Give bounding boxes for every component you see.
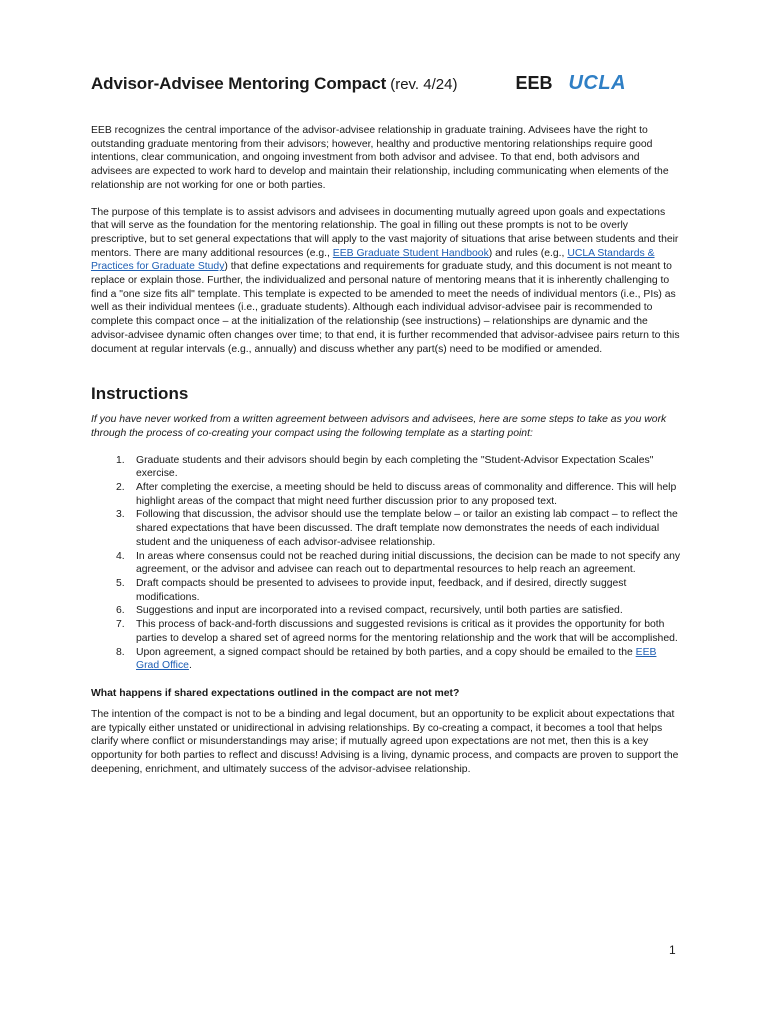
page-content — [91, 72, 681, 776]
page-number: 1 — [669, 943, 676, 957]
instructions-steps-list — [91, 454, 681, 673]
ucla-standards-link[interactable]: UCLA Standards & Practices for Graduate Study — [91, 247, 655, 273]
step-text: Draft compacts should be presented to advisees to provide input, feedback, and if desired, directly suggest modifications. — [136, 577, 627, 603]
title-row — [91, 72, 681, 102]
intro-p2-text-3: ) that define expectations and requirements for graduate study, and this document is not meant to replace or explain those. Further, the individualized and personal nature of mentoring means that it is inherently challenging to find a "one size fits all" template. This template is expected to be amended to meet the needs of individual mentors (i.e., PIs) as well as their individual mentees (i.e., graduate students). Although each individual advisor-advisee pair is recommended to complete this compact once – at the initialization of the relationship (see instructions) – relationships are dynamic and the advisor-advisee dynamic often changes over time; to that end, it is further recommended that advisor-advisee pairs return to this document at regular intervals (e.g., annually) and discuss whether any part(s) need to be modified or amended. — [91, 261, 680, 355]
step-text: This process of back-and-forth discussions and suggested revisions is critical as it provides the opportunity for both parties to develop a shared set of agreed norms for the mentoring relationship and the work that will be accomplished. — [136, 619, 678, 644]
step-text: Following that discussion, the advisor should use the template below – or tailor an existing lab compact – to reflect the shared expectations that have been discussed. The draft template now demonstrates the needs of each individual student and the uniqueness of each advisor-advisee relationship. — [136, 509, 678, 548]
step-number: 6. — [116, 605, 125, 617]
step-text-end: . — [188, 660, 192, 672]
step-text: Graduate students and their advisors should begin by each completing the "Student-Advisor Expectation Scales" exercise. — [136, 454, 654, 480]
step-number: 5. — [116, 577, 125, 589]
list-item — [91, 508, 681, 549]
eeb-grad-office-link[interactable]: EEB Grad Office — [136, 646, 657, 672]
document-title: Advisor-Advisee Mentoring Compact — [91, 74, 387, 93]
intro-p2-text-1: The purpose of this template is to assist advisors and advisees in documenting mutually agreed upon goals and expectations that will serve as the foundation for the mentoring relationship. The goal in filling out these prompts is not to be overly prescriptive, but to set general expectations that will apply to the vast majority of situations that arise between students and their mentors. There are many additional resources (e.g., — [91, 206, 679, 259]
intro-p2-text-2: ) and rules (e.g., — [488, 247, 568, 259]
list-item — [91, 646, 681, 673]
intro-paragraph-2 — [91, 206, 681, 357]
instructions-heading: Instructions — [91, 384, 189, 404]
step-number: 3. — [116, 509, 125, 521]
step-number: 8. — [116, 646, 125, 658]
step-number: 2. — [116, 482, 125, 494]
step-number: 1. — [116, 454, 125, 466]
instructions-lead: If you have never worked from a written agreement between advisors and advisees, here are some steps to take as you work through the process of co-creating your compact using the following template as a starting point: — [91, 414, 667, 439]
list-item — [91, 550, 681, 577]
unmet-expectations-heading: What happens if shared expectations outlined in the compact are not met? — [91, 687, 460, 699]
step-number: 7. — [116, 619, 125, 631]
step-text: Suggestions and input are incorporated into a revised compact, recursively, until both parties are satisfied. — [136, 605, 623, 617]
list-item — [91, 618, 681, 645]
department-label: EEB — [515, 73, 553, 93]
step-text: After completing the exercise, a meeting should be held to discuss areas of commonality and difference. This will help highlight areas of the compact that might need further discussion prior to any proposed text. — [136, 482, 677, 507]
ucla-logo: UCLA — [568, 72, 627, 94]
unmet-expectations-paragraph: The intention of the compact is not to be a binding and legal document, but an opportunity to be explicit about expectations that are typically either unstated or unidirectional in advising relationships. By co-creating a compact, it becomes a tool that helps clarify where conflict or misunderstandings may arise; if mutually agreed upon expectations are not met, then this is a key opportunity for both parties to reflect and discuss! Advising is a living, dynamic process, and compacts are proven to support the deepening, enrichment, and ultimately success of the advisor-advisee relationship. — [91, 708, 679, 775]
list-item — [91, 481, 681, 508]
step-text: In areas where consensus could not be reached during initial discussions, the decision can be made to not specify any agreement, or the advisor and advisee can reach out to departmental resources to help reach an agreement. — [136, 550, 681, 576]
intro-paragraph-1: EEB recognizes the central importance of the advisor-advisee relationship in graduate training. Advisees have the right to outstanding graduate mentoring from their advisors; however, healthy and productive mentoring relationships require good intentions, clear communication, and ongoing investment from both advisor and advisee. To that end, both advisors and advisees are expected to work hard to develop and maintain their relationship, including communicating when elements of the relationship are not working for one or both parties. — [91, 125, 669, 191]
eeb-handbook-link[interactable]: EEB Graduate Student Handbook — [332, 247, 489, 259]
list-item — [91, 604, 681, 618]
step-number: 4. — [116, 550, 125, 562]
list-item — [91, 577, 681, 604]
document-revision: (rev. 4/24) — [390, 76, 458, 93]
step-text: Upon agreement, a signed compact should be retained by both parties, and a copy should be emailed to the — [136, 646, 636, 658]
step-text-with-link — [136, 646, 681, 673]
list-item — [91, 454, 681, 481]
